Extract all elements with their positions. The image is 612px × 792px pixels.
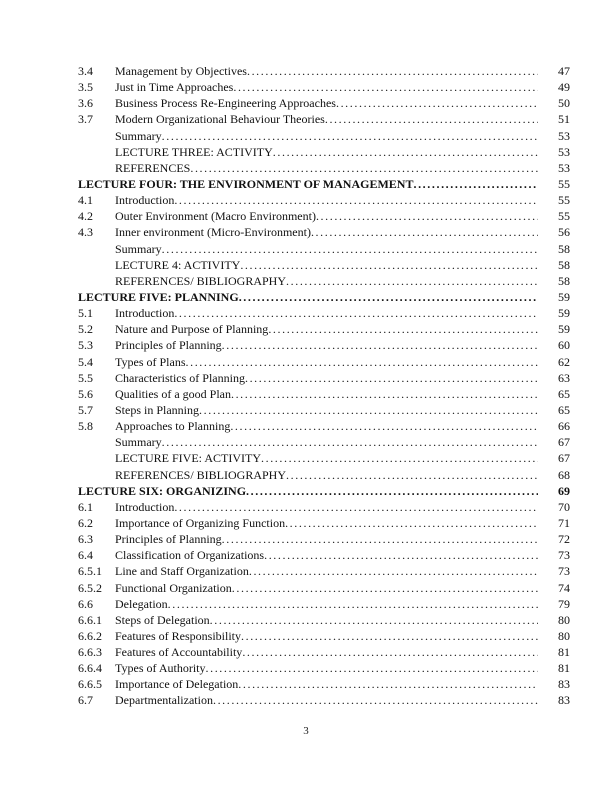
toc-entry-page: 60: [558, 338, 570, 353]
dot-leader: [240, 257, 538, 273]
toc-entry-number: 6.6: [78, 596, 93, 611]
toc-row: [78, 531, 570, 547]
toc-entry-page: 53: [558, 160, 570, 175]
toc-row: [78, 273, 570, 289]
toc-entry-page: 67: [558, 435, 570, 450]
toc-entry-page: 80: [558, 612, 570, 627]
toc-entry: [115, 224, 538, 240]
dot-leader: [325, 111, 538, 127]
toc-entry: [115, 580, 538, 596]
dot-leader: [162, 241, 538, 257]
toc-entry: [115, 660, 538, 676]
toc-entry: [115, 563, 538, 579]
toc-entry: [115, 434, 538, 450]
toc-entry-page: 80: [558, 628, 570, 643]
toc-entry-page: 79: [558, 596, 570, 611]
toc-row: [78, 208, 570, 224]
dot-leader: [162, 434, 538, 450]
toc-entry-title: LECTURE FOUR: THE ENVIRONMENT OF MANAGEMENT: [78, 176, 414, 191]
dot-leader: [174, 192, 538, 208]
toc-entry-number: 6.2: [78, 515, 93, 530]
dot-leader: [186, 354, 539, 370]
toc-entry-page: 83: [558, 677, 570, 692]
toc-entry-title: Types of Plans: [115, 354, 186, 369]
toc-entry: [115, 192, 538, 208]
toc-entry: [115, 692, 538, 708]
toc-entry-title: Business Process Re-Engineering Approaches: [115, 96, 336, 111]
dot-leader: [286, 467, 538, 483]
toc-entry-page: 58: [558, 241, 570, 256]
toc-entry: [115, 676, 538, 692]
toc-entry: [115, 386, 538, 402]
toc-row: [78, 257, 570, 273]
toc-entry-page: 53: [558, 128, 570, 143]
toc-entry-page: 47: [558, 64, 570, 78]
toc-entry-page: 70: [558, 499, 570, 514]
toc-entry-title: Features of Accountability: [115, 645, 243, 660]
toc-entry-page: 58: [558, 257, 570, 272]
dot-leader: [213, 692, 538, 708]
toc-entry-number: 6.1: [78, 499, 93, 514]
toc-row: [78, 660, 570, 676]
toc-row: [78, 483, 570, 499]
toc-entry-number: 6.6.5: [78, 677, 102, 692]
toc-entry: [115, 257, 538, 273]
toc-entry: [115, 208, 538, 224]
toc-entry-page: 66: [558, 419, 570, 434]
dot-leader: [336, 95, 538, 111]
toc-entry-title: Approaches to Planning: [115, 419, 231, 434]
toc-row: [78, 370, 570, 386]
toc-entry-number: 6.3: [78, 532, 93, 547]
toc-entry-number: 6.6.1: [78, 612, 102, 627]
dot-leader: [231, 386, 538, 402]
toc-entry-title: Summary: [115, 128, 162, 143]
toc-entry-title: Principles of Planning: [115, 338, 222, 353]
dot-leader: [239, 289, 538, 305]
toc-entry-page: 50: [558, 96, 570, 111]
toc-entry: [115, 128, 538, 144]
toc-entry: [115, 241, 538, 257]
toc-entry-number: 5.6: [78, 386, 93, 401]
toc-row: [78, 515, 570, 531]
toc-entry: [115, 402, 538, 418]
toc-row: [78, 289, 570, 305]
dot-leader: [190, 160, 538, 176]
toc-entry-page: 72: [558, 532, 570, 547]
toc-entry-page: 62: [558, 354, 570, 369]
toc-entry-title: Importance of Delegation: [115, 677, 239, 692]
dot-leader: [210, 612, 538, 628]
toc-entry-number: 3.6: [78, 96, 93, 111]
toc-row: [78, 354, 570, 370]
toc-row: [78, 305, 570, 321]
toc-entry: [115, 547, 538, 563]
toc-entry-page: 55: [558, 209, 570, 224]
dot-leader: [238, 676, 538, 692]
toc-entry-page: 73: [558, 548, 570, 563]
toc-entry-title: Line and Staff Organization: [115, 564, 249, 579]
toc-row: [78, 596, 570, 612]
toc-row: [78, 563, 570, 579]
toc-entry-title: Management by Objectives: [115, 64, 247, 78]
toc-entry: [115, 515, 538, 531]
toc-row: [78, 547, 570, 563]
toc-row: [78, 337, 570, 353]
toc-entry-number: 5.8: [78, 419, 93, 434]
dot-leader: [285, 515, 538, 531]
toc-entry-page: 65: [558, 402, 570, 417]
toc-entry-number: 6.6.2: [78, 628, 102, 643]
toc-entry-page: 81: [558, 661, 570, 676]
toc-entry-title: Inner environment (Micro-Environment): [115, 225, 311, 240]
toc-entry-title: REFERENCES/ BIBLIOGRAPHY: [115, 467, 287, 482]
toc-row: [78, 79, 570, 95]
dot-leader: [233, 79, 538, 95]
toc-entry-title: Nature and Purpose of Planning: [115, 322, 269, 337]
toc-entry-title: Summary: [115, 241, 162, 256]
toc-entry-number: 4.3: [78, 225, 93, 240]
toc-entry: [115, 63, 538, 79]
toc-entry-title: Outer Environment (Macro Environment): [115, 209, 316, 224]
toc-entry: [115, 111, 538, 127]
dot-leader: [413, 176, 538, 192]
toc-row: [78, 580, 570, 596]
toc-entry: [115, 418, 538, 434]
toc-entry-title: LECTURE 4: ACTIVITY: [115, 257, 241, 272]
toc-entry-number: 3.4: [78, 64, 93, 78]
toc-entry: [115, 95, 538, 111]
toc-entry-page: 59: [558, 289, 570, 304]
toc-row: [78, 321, 570, 337]
toc-row: [78, 95, 570, 111]
dot-leader: [245, 370, 538, 386]
toc-entry: [115, 467, 538, 483]
toc-entry: [115, 596, 538, 612]
toc-row: [78, 450, 570, 466]
toc-entry-title: REFERENCES/ BIBLIOGRAPHY: [115, 273, 287, 288]
toc-entry-number: 6.6.4: [78, 661, 102, 676]
toc-entry-title: LECTURE SIX: ORGANIZING: [78, 483, 247, 498]
toc-row: [78, 386, 570, 402]
toc-entry: [115, 273, 538, 289]
toc-entry: [78, 176, 538, 192]
toc-entry-title: Just in Time Approaches: [115, 80, 234, 95]
toc-entry-title: Introduction: [115, 306, 175, 321]
toc-entry: [115, 305, 538, 321]
dot-leader: [316, 208, 538, 224]
toc-entry-page: 81: [558, 645, 570, 660]
page-footer: [0, 725, 612, 737]
toc-row: [78, 111, 570, 127]
toc-entry-title: Departmentalization: [115, 693, 213, 708]
toc-entry-page: 56: [558, 225, 570, 240]
toc-entry-number: 6.7: [78, 693, 93, 708]
toc-entry-title: Functional Organization: [115, 580, 232, 595]
toc-entry: [115, 160, 538, 176]
toc-entry-number: 4.1: [78, 193, 93, 208]
toc-entry: [115, 450, 538, 466]
dot-leader: [242, 644, 538, 660]
dot-leader: [241, 628, 538, 644]
dot-leader: [168, 596, 538, 612]
toc-row: [78, 160, 570, 176]
dot-leader: [246, 483, 538, 499]
dot-leader: [273, 144, 538, 160]
toc-entry: [115, 79, 538, 95]
dot-leader: [206, 660, 539, 676]
toc-entry-page: 51: [558, 112, 570, 127]
toc-row: [78, 224, 570, 240]
dot-leader: [247, 63, 538, 79]
toc-entry-title: Steps of Delegation: [115, 612, 210, 627]
toc-row: [78, 676, 570, 692]
toc-entry-title: Modern Organizational Behaviour Theories: [115, 112, 325, 127]
toc-entry-number: 5.2: [78, 322, 93, 337]
toc-entry: [115, 531, 538, 547]
dot-leader: [261, 450, 538, 466]
toc-entry-page: 73: [558, 564, 570, 579]
toc-row: [78, 241, 570, 257]
toc-entry: [115, 321, 538, 337]
dot-leader: [286, 273, 538, 289]
toc-entry: [115, 337, 538, 353]
toc-entry-title: Qualities of a good Plan: [115, 386, 231, 401]
toc-entry: [78, 289, 538, 305]
toc-entry-page: 68: [558, 467, 570, 482]
toc-entry-number: 6.5.1: [78, 564, 102, 579]
toc-entry-page: 83: [558, 693, 570, 708]
dot-leader: [249, 563, 538, 579]
toc-entry-title: Steps in Planning: [115, 402, 200, 417]
toc-entry-page: 53: [558, 144, 570, 159]
toc-row: [78, 418, 570, 434]
dot-leader: [264, 547, 538, 563]
dot-leader: [222, 531, 538, 547]
toc-entry-title: LECTURE FIVE: PLANNING: [78, 289, 239, 304]
toc-row: [78, 628, 570, 644]
toc-entry-number: 6.5.2: [78, 580, 102, 595]
toc-entry-page: 59: [558, 322, 570, 337]
toc-entry-number: 5.1: [78, 306, 93, 321]
toc-entry-title: Introduction: [115, 193, 175, 208]
toc-entry: [115, 628, 538, 644]
toc-entry-number: 5.4: [78, 354, 93, 369]
toc-row: [78, 612, 570, 628]
toc-row: [78, 692, 570, 708]
toc-row: [78, 402, 570, 418]
toc-entry-number: 6.4: [78, 548, 93, 563]
toc-row: [78, 176, 570, 192]
toc-entry-number: 5.3: [78, 338, 93, 353]
toc-entry-page: 55: [558, 176, 570, 191]
table-of-contents: [78, 63, 570, 709]
toc-entry-page: 55: [558, 193, 570, 208]
toc-entry: [115, 644, 538, 660]
toc-entry-title: Characteristics of Planning: [115, 370, 245, 385]
toc-entry-number: 5.7: [78, 402, 93, 417]
toc-entry-title: Features of Responsibility: [115, 628, 241, 643]
toc-entry-number: 4.2: [78, 209, 93, 224]
dot-leader: [174, 305, 538, 321]
toc-entry-number: 3.5: [78, 80, 93, 95]
footer-page-number: 3: [303, 725, 309, 737]
toc-entry: [115, 499, 538, 515]
toc-entry-number: 3.7: [78, 112, 93, 127]
toc-row: [78, 467, 570, 483]
dot-leader: [268, 321, 538, 337]
toc-entry-page: 65: [558, 386, 570, 401]
toc-entry-page: 74: [558, 580, 570, 595]
toc-entry-title: REFERENCES: [115, 160, 191, 175]
toc-entry: [115, 354, 538, 370]
toc-entry-page: 58: [558, 273, 570, 288]
dot-leader: [174, 499, 538, 515]
toc-entry-title: Classification of Organizations: [115, 548, 265, 563]
toc-entry-number: 5.5: [78, 370, 93, 385]
toc-entry: [115, 612, 538, 628]
toc-row: [78, 499, 570, 515]
toc-entry-title: Types of Authority: [115, 661, 206, 676]
toc-entry-page: 49: [558, 80, 570, 95]
toc-entry-number: 6.6.3: [78, 645, 102, 660]
toc-entry-title: Importance of Organizing Function: [115, 515, 286, 530]
toc-entry: [115, 370, 538, 386]
toc-entry-page: 71: [558, 515, 570, 530]
toc-entry: [78, 483, 538, 499]
toc-row: [78, 644, 570, 660]
toc-entry: [115, 144, 538, 160]
toc-entry-page: 63: [558, 370, 570, 385]
toc-entry-title: LECTURE THREE: ACTIVITY: [115, 144, 273, 159]
toc-row: [78, 63, 570, 79]
dot-leader: [232, 580, 538, 596]
toc-entry-title: LECTURE FIVE: ACTIVITY: [115, 451, 261, 466]
toc-row: [78, 434, 570, 450]
toc-entry-title: Delegation: [115, 596, 168, 611]
dot-leader: [162, 128, 538, 144]
toc-entry-page: 59: [558, 306, 570, 321]
toc-entry-title: Principles of Planning: [115, 532, 222, 547]
toc-row: [78, 144, 570, 160]
toc-row: [78, 192, 570, 208]
toc-entry-page: 69: [558, 483, 570, 498]
toc-row: [78, 128, 570, 144]
dot-leader: [199, 402, 538, 418]
toc-entry-title: Introduction: [115, 499, 175, 514]
toc-entry-page: 67: [558, 451, 570, 466]
dot-leader: [230, 418, 538, 434]
dot-leader: [311, 224, 538, 240]
dot-leader: [222, 337, 538, 353]
toc-entry-title: Summary: [115, 435, 162, 450]
